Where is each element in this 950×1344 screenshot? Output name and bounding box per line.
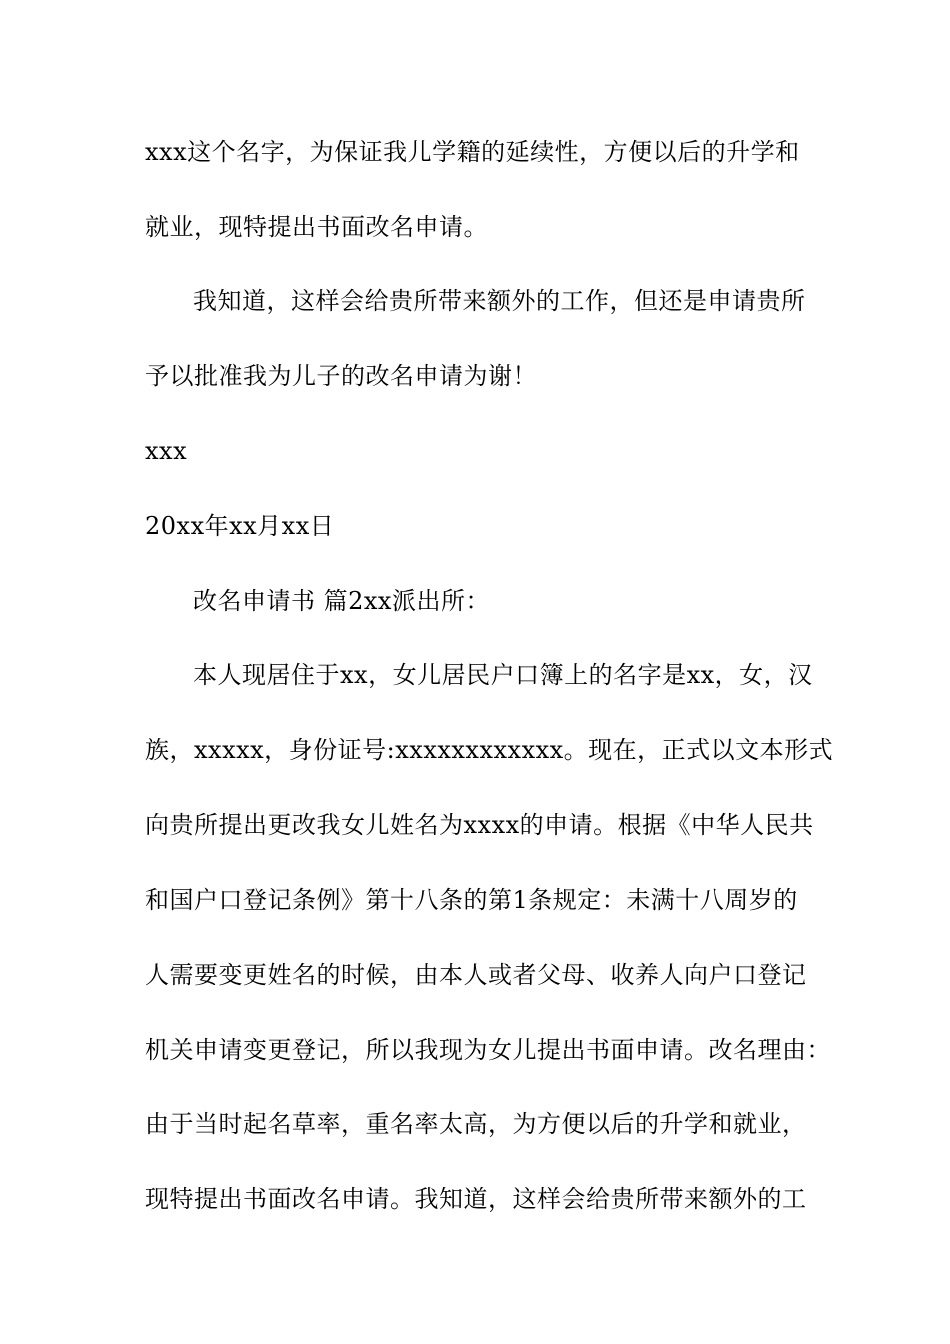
text-line: xxx这个名字，为保证我儿学籍的延续性，方便以后的升学和 bbox=[145, 138, 800, 166]
text-line: 予以批准我为儿子的改名申请为谢！ bbox=[145, 362, 537, 390]
signature-name: xxx bbox=[145, 437, 188, 465]
text-line: 现特提出书面改名申请。我知道，这样会给贵所带来额外的工 bbox=[145, 1185, 807, 1213]
text-line: 和国户口登记条例》第十八条的第1条规定：未满十八周岁的 bbox=[145, 886, 798, 914]
date-line: 20xx年xx月xx日 bbox=[145, 512, 335, 540]
text-line: 机关申请变更登记，所以我现为女儿提出书面申请。改名理由： bbox=[145, 1036, 831, 1064]
section-heading: 改名申请书 篇2xx派出所： bbox=[193, 587, 490, 615]
text-line: 族，xxxxx，身份证号:xxxxxxxxxxxx。现在，正式以文本形式 bbox=[145, 736, 834, 764]
text-line: 人需要变更姓名的时候，由本人或者父母、收养人向户口登记 bbox=[145, 961, 807, 989]
text-line: 由于当时起名草率，重名率太高，为方便以后的升学和就业， bbox=[145, 1110, 807, 1138]
text-line: 向贵所提出更改我女儿姓名为xxxx的申请。根据《中华人民共 bbox=[145, 811, 814, 839]
paragraph-line: 我知道，这样会给贵所带来额外的工作，但还是申请贵所 bbox=[193, 287, 806, 315]
paragraph-line: 本人现居住于xx，女儿居民户口簿上的名字是xx，女，汉 bbox=[193, 661, 813, 689]
text-line: 就业，现特提出书面改名申请。 bbox=[145, 213, 488, 241]
